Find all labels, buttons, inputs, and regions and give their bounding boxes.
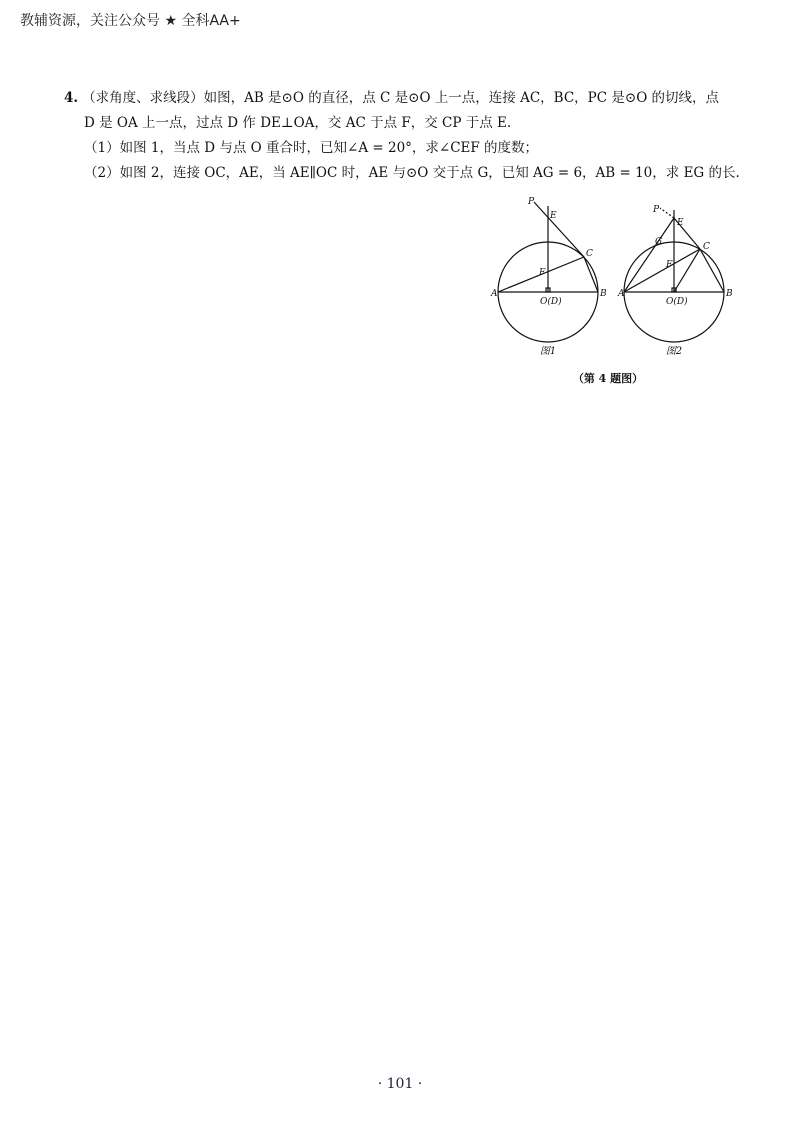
problem-figures [488, 194, 748, 368]
fig2-label-o: O(D) [666, 297, 688, 307]
problem-number: 4. [64, 90, 79, 106]
fig1-label-a: A [491, 289, 498, 299]
problem-part-1: （1）如图 1，当点 D 与点 O 重合时，已知∠A = 20°，求∠CEF 的度数； [84, 140, 539, 156]
fig2-caption: 图2 [665, 346, 683, 357]
fig2-label-f: F [666, 260, 673, 270]
fig2-label-p: P [653, 205, 660, 215]
geometry-figures-svg [488, 194, 748, 364]
problem-line-1 [64, 86, 754, 111]
problem-4 [64, 86, 754, 186]
fig1-label-b: B [600, 289, 607, 299]
problem-line-2: D 是 OA 上一点，过点 D 作 DE⊥OA，交 AC 于点 F，交 CP 于点 E. [84, 115, 512, 131]
fig2-label-g: G [655, 237, 663, 247]
fig2-label-a: A [618, 289, 625, 299]
fig1-label-o: O(D) [540, 297, 562, 307]
fig1-label-p: P [528, 197, 535, 207]
figure-caption: （第 4 题图） [572, 372, 644, 385]
fig1-caption: 图1 [539, 346, 557, 357]
fig2-line-bc [700, 249, 724, 292]
figure-2 [624, 208, 724, 342]
figure-1 [498, 202, 598, 342]
fig2-line-ac [624, 249, 700, 292]
fig1-label-f: F [539, 268, 546, 278]
fig2-label-b: B [726, 289, 733, 299]
fig1-line-bc [584, 257, 598, 292]
fig1-label-e: E [550, 211, 557, 221]
fig1-label-c: C [586, 249, 593, 259]
fig2-label-c: C [703, 242, 710, 252]
fig2-tangent-ep [660, 208, 674, 218]
page-header: 教辅资源，关注公众号 ★ 全科AA+ [20, 13, 241, 29]
problem-text-1: （求角度、求线段）如图，AB 是⊙O 的直径，点 C 是⊙O 上一点，连接 AC，BC，PC 是⊙O 的切线，点 [82, 90, 720, 106]
page-number: · 101 · [377, 1076, 423, 1092]
fig1-tangent-pc [534, 202, 584, 257]
problem-part-2: （2）如图 2，连接 OC，AE，当 AE∥OC 时，AE 与⊙O 交于点 G，已知 AG = 6，AB = 10，求 EG 的长. [84, 165, 740, 181]
fig2-line-oc [674, 249, 700, 292]
fig2-label-e: E [677, 218, 684, 228]
fig2-line-ae [624, 218, 674, 292]
